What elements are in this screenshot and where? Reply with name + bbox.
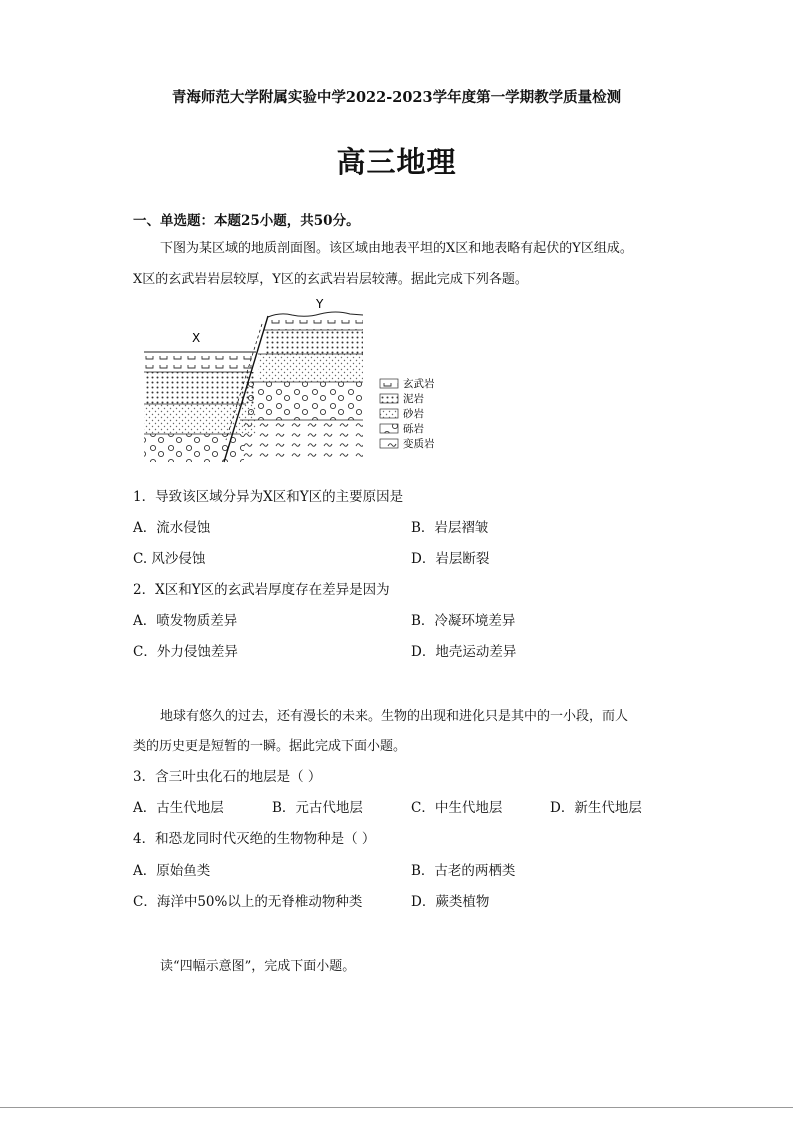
question-4-stem: 4．和恐龙同时代灭绝的生物物种是（ ）: [133, 831, 376, 847]
section-heading: 一、单选题：本题25小题，共50分。: [133, 213, 360, 229]
legend-metamorphic: 变质岩: [403, 438, 435, 450]
legend: [380, 377, 435, 450]
q4-option-b[interactable]: B．古老的两栖类: [411, 863, 516, 879]
passage1-line1: 下图为某区域的地质剖面图。该区域由地表平坦的X区和地表略有起伏的Y区组成。: [160, 241, 633, 256]
page-title: 高三地理: [336, 145, 457, 179]
q2-option-c[interactable]: C．外力侵蚀差异: [133, 644, 238, 660]
legend-basalt: 玄武岩: [403, 378, 435, 390]
passage3-line1: 读“四幅示意图”，完成下面小题。: [160, 959, 356, 974]
question-2-stem: 2．X区和Y区的玄武岩厚度存在差异是因为: [133, 582, 390, 598]
legend-mudstone: 泥岩: [403, 393, 424, 405]
label-y: Y: [316, 297, 324, 311]
geologic-section-figure: [130, 290, 460, 470]
q1-option-d[interactable]: D．岩层断裂: [411, 551, 490, 567]
q3-option-d[interactable]: D．新生代地层: [550, 800, 642, 816]
question-3-stem: 3．含三叶虫化石的地层是（ ）: [133, 769, 322, 785]
q3-option-b[interactable]: B．元古代地层: [272, 800, 363, 816]
passage2-line2: 类的历史更是短暂的一瞬。据此完成下面小题。: [133, 739, 407, 754]
q3-option-c[interactable]: C．中生代地层: [411, 800, 503, 816]
passage1-line2: X区的玄武岩岩层较厚，Y区的玄武岩岩层较薄。据此完成下列各题。: [133, 272, 528, 287]
q2-option-a[interactable]: A．喷发物质差异: [133, 613, 238, 629]
q1-option-b[interactable]: B．岩层褶皱: [411, 520, 489, 536]
label-x: X: [192, 331, 201, 345]
legend-sandstone: 砂岩: [403, 408, 424, 420]
passage2-line1: 地球有悠久的过去，还有漫长的未来。生物的出现和进化只是其中的一小段，而人: [160, 709, 629, 724]
q4-option-a[interactable]: A．原始鱼类: [133, 863, 211, 879]
q2-option-b[interactable]: B．冷凝环境差异: [411, 613, 516, 629]
q2-option-d[interactable]: D．地壳运动差异: [411, 644, 517, 660]
q4-option-c[interactable]: C．海洋中50%以上的无脊椎动物种类: [133, 894, 363, 910]
q1-option-c[interactable]: C. 风沙侵蚀: [133, 551, 206, 567]
q3-option-a[interactable]: A．古生代地层: [133, 800, 224, 816]
q4-option-d[interactable]: D．蕨类植物: [411, 894, 490, 910]
y-block: [238, 312, 363, 462]
question-1-stem: 1．导致该区域分异为X区和Y区的主要原因是: [133, 489, 404, 505]
page-bottom-rule: [0, 1107, 793, 1108]
q1-option-a[interactable]: A．流水侵蚀: [133, 520, 211, 536]
legend-conglomerate: 砾岩: [403, 423, 424, 435]
school-header: 青海师范大学附属实验中学2022-2023学年度第一学期教学质量检测: [171, 89, 622, 106]
